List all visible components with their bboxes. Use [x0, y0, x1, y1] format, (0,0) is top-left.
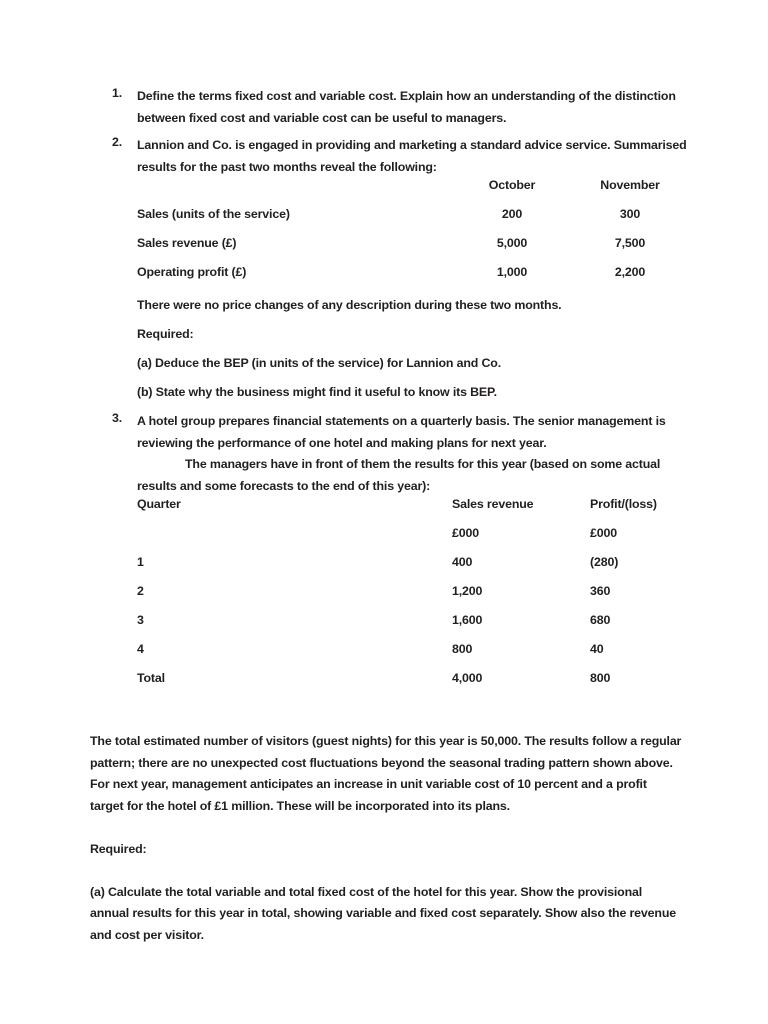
question-list-continued [90, 411, 690, 503]
column-header-november: November [600, 178, 660, 192]
question-text-2: Lannion and Co. is engaged in providing and marketing a standard advice service. Summarised results for the past two months reveal the following: [137, 138, 687, 174]
question2-part-a: (a) Deduce the BEP (in units of the service) for Lannion and Co. [137, 356, 501, 370]
table-row [137, 613, 692, 642]
row-value-november: 300 [619, 207, 641, 221]
column-header-october: October [488, 178, 536, 192]
row-revenue: 800 [452, 642, 473, 656]
row-profit: 40 [590, 642, 604, 656]
row-profit: 680 [590, 613, 611, 627]
question-text-3: A hotel group prepares financial statements on a quarterly basis. The senior management is reviewing the performance of one hotel and making plans for next year. [137, 414, 666, 450]
question-text-3-continuation: The managers have in front of them the results for this year (based on some actual results and some forecasts to the end of this year): [137, 457, 661, 493]
question-marker-3: 3. [112, 411, 123, 425]
row-label: Sales revenue (£) [137, 236, 237, 250]
row-label: Sales (units of the service) [137, 207, 290, 221]
table-row [137, 265, 692, 294]
units-revenue: £000 [452, 526, 479, 540]
row-revenue: 400 [452, 555, 473, 569]
table-total-row [137, 671, 692, 700]
row-quarter: 4 [137, 642, 144, 656]
quarterly-results-table [137, 497, 692, 700]
row-quarter: Total [137, 671, 165, 685]
row-revenue: 1,600 [452, 613, 483, 627]
row-value-october: 1,000 [496, 265, 528, 279]
row-profit: 360 [590, 584, 611, 598]
paragraph-spacer [90, 818, 682, 839]
row-value-october: 5,000 [496, 236, 528, 250]
table-row [137, 236, 692, 265]
no-price-changes-note: There were no price changes of any description during these two months. [137, 298, 562, 312]
required-label-q2: Required: [137, 327, 194, 341]
question3-part-a: (a) Calculate the total variable and total fixed cost of the hotel for this year. Show the provisional annual results for this year in total, showing variable and fixed cost separately. Show also the revenue and cost per visitor. [90, 884, 676, 942]
column-header-quarter: Quarter [137, 497, 181, 511]
column-header-sales-revenue: Sales revenue [452, 497, 534, 511]
question-item-2 [90, 135, 690, 178]
row-profit: (280) [590, 555, 619, 569]
question-marker-1: 1. [112, 86, 123, 100]
row-quarter: 3 [137, 613, 144, 627]
row-profit: 800 [590, 671, 611, 685]
monthly-results-table [137, 178, 692, 294]
column-header-profit-loss: Profit/(loss) [590, 497, 657, 511]
table-row [137, 207, 692, 236]
row-revenue: 4,000 [452, 671, 483, 685]
table-row [137, 584, 692, 613]
required-label-q3: Required: [90, 841, 147, 856]
question-item-1 [90, 86, 690, 129]
units-profit: £000 [590, 526, 617, 540]
question-list [90, 86, 690, 184]
question2-part-b: (b) State why the business might find it useful to know its BEP. [137, 385, 497, 399]
paragraph-spacer [90, 861, 682, 882]
question-marker-2: 2. [112, 135, 123, 150]
table-header-row [137, 178, 692, 207]
closing-paragraph: The total estimated number of visitors (guest nights) for this year is 50,000. The results follow a regular pattern; there are no unexpected cost fluctuations beyond the seasonal trading pattern shown above. For next year, management anticipates an increase in unit variable cost of 10 percent and a profit target for the hotel of £1 million. These will be incorporated into its plans. [90, 734, 682, 814]
row-value-october: 200 [501, 207, 523, 221]
row-value-november: 2,200 [614, 265, 646, 279]
table-row [137, 642, 692, 671]
table-row [137, 555, 692, 584]
question-item-3 [90, 411, 690, 497]
row-label: Operating profit (£) [137, 265, 247, 279]
row-quarter: 1 [137, 555, 144, 569]
row-quarter: 2 [137, 584, 144, 598]
table-units-row [137, 526, 692, 555]
closing-block [90, 731, 682, 947]
row-revenue: 1,200 [452, 584, 483, 598]
question-text-1: Define the terms fixed cost and variable cost. Explain how an understanding of the distinction between fixed cost and variable cost can be useful to managers. [137, 89, 676, 125]
row-value-november: 7,500 [614, 236, 646, 250]
table-header-row [137, 497, 692, 526]
